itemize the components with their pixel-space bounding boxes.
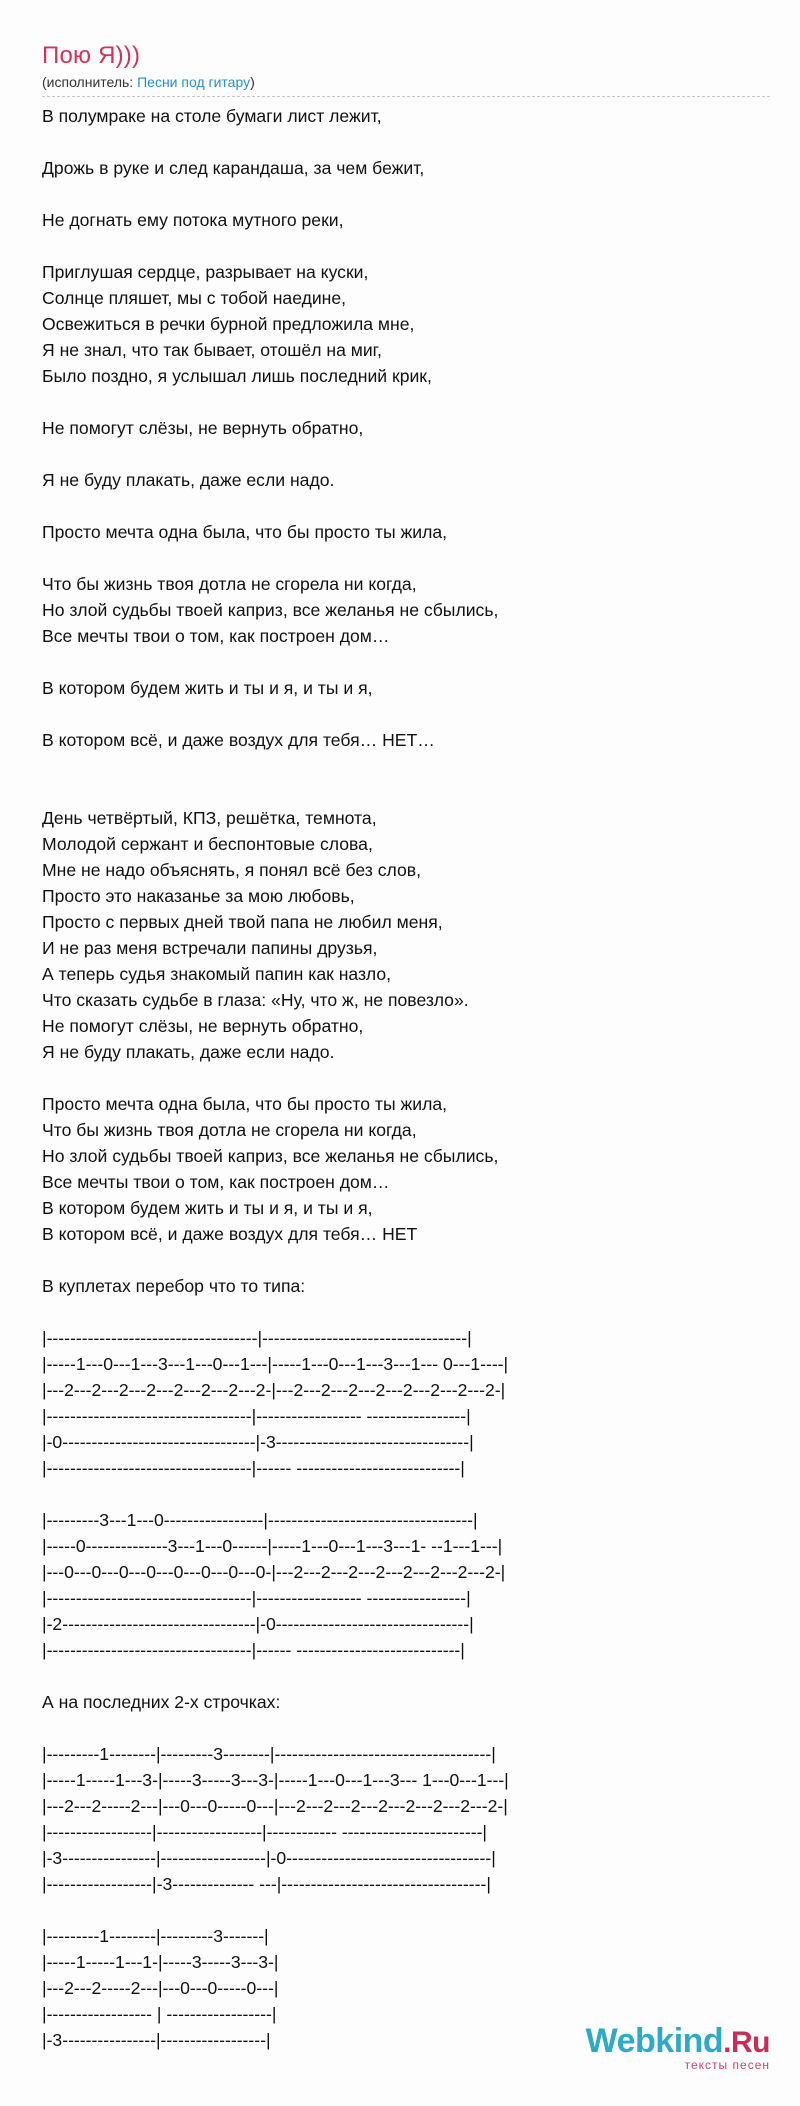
lyric-line: |-----1---0---1---3---1---0---1---|-----1---0---1---3---1--- 0---1----| [42, 1354, 509, 1374]
lyrics-text [42, 103, 782, 2053]
performer-line [42, 74, 255, 90]
logo-name: Webkind [585, 2022, 724, 2060]
lyric-line: Просто это наказанье за мою любовь, [42, 886, 355, 906]
lyric-line: |-----0--------------3---1---0------|-----1---0---1---3---1- --1---1---| [42, 1536, 503, 1556]
lyric-line: |-----------------------------------|------------------ -----------------| [42, 1588, 471, 1608]
lyric-line [42, 389, 782, 415]
lyric-line: В полумраке на столе бумаги лист лежит, [42, 106, 382, 126]
lyric-line: |---0---0---0---0---0---0---0---0-|---2---2---2---2---2---2---2---2-| [42, 1562, 506, 1582]
lyric-line: Приглушая сердце, разрывает на куски, [42, 262, 369, 282]
lyric-line: Что сказать судьбе в глаза: «Ну, что ж, не повезло». [42, 990, 469, 1010]
lyric-line [42, 181, 782, 207]
lyric-line: Освежиться в речки бурной предложила мне, [42, 314, 415, 334]
lyric-line: День четвёртый, КПЗ, решётка, темнота, [42, 808, 377, 828]
lyric-line [42, 1715, 782, 1741]
lyric-line: |-----1-----1---3-|-----3-----3---3-|-----1---0---1---3--- 1---0---1---| [42, 1770, 509, 1790]
site-logo[interactable] [586, 2024, 770, 2072]
logo-tld: .Ru [723, 2026, 770, 2059]
lyric-line: |------------------|-3-------------- ---|-----------------------------------| [42, 1874, 491, 1894]
lyric-line: Просто с первых дней твой папа не любил меня, [42, 912, 443, 932]
lyric-line [42, 545, 782, 571]
lyric-line: Не догнать ему потока мутного реки, [42, 210, 344, 230]
lyric-line: |-0---------------------------------|-3---------------------------------| [42, 1432, 474, 1452]
lyric-line: |-2---------------------------------|-0---------------------------------| [42, 1614, 474, 1634]
lyric-line: Не помогут слёзы, не вернуть обратно, [42, 418, 364, 438]
lyric-line: Все мечты твои о том, как построен дом… [42, 1172, 390, 1192]
lyric-line: В котором всё, и даже воздух для тебя… НЕТ [42, 1224, 418, 1244]
lyric-line: |-3----------------|------------------|-0-----------------------------------| [42, 1848, 496, 1868]
lyric-line: Я не буду плакать, даже если надо. [42, 1042, 335, 1062]
lyric-line [42, 1481, 782, 1507]
lyric-line: Но злой судьбы твоей каприз, все желанья не сбылись, [42, 600, 499, 620]
lyric-line: |---------1--------|---------3-------| [42, 1926, 269, 1946]
lyric-line: |-----------------------------------|------------------ -----------------| [42, 1406, 471, 1426]
lyric-line: Что бы жизнь твоя дотла не сгорела ни когда, [42, 574, 417, 594]
lyric-line: Что бы жизнь твоя дотла не сгорела ни когда, [42, 1120, 417, 1140]
lyric-line: |------------------ | ------------------| [42, 2004, 277, 2024]
lyric-line: А на последних 2-х строчках: [42, 1692, 281, 1712]
lyric-line: Молодой сержант и беспонтовые слова, [42, 834, 373, 854]
lyric-line [42, 1299, 782, 1325]
lyric-line [42, 753, 782, 779]
lyric-line: |---2---2---2---2---2---2---2---2-|---2---2---2---2---2---2---2---2-| [42, 1380, 506, 1400]
lyric-line [42, 493, 782, 519]
lyric-line: Мне не надо объяснять, я понял всё без слов, [42, 860, 421, 880]
lyric-line: |-----------------------------------|------ ----------------------------| [42, 1640, 465, 1660]
lyric-line [42, 1065, 782, 1091]
lyric-line: |-----1-----1---1-|-----3-----3---3-| [42, 1952, 279, 1972]
performer-link[interactable]: Песни под гитару [137, 74, 251, 90]
lyric-line: В котором будем жить и ты и я, и ты и я, [42, 678, 373, 698]
lyric-line: |---------1--------|---------3--------|-------------------------------------| [42, 1744, 496, 1764]
lyric-line: А теперь судья знакомый папин как назло, [42, 964, 392, 984]
lyric-line: |-3----------------|------------------| [42, 2030, 271, 2050]
lyric-line [42, 233, 782, 259]
lyric-line [42, 1663, 782, 1689]
header-divider [42, 96, 770, 97]
lyric-line: Просто мечта одна была, что бы просто ты жила, [42, 522, 448, 542]
lyric-line: |------------------|------------------|------------ ------------------------| [42, 1822, 488, 1842]
lyric-line [42, 1247, 782, 1273]
lyric-line [42, 129, 782, 155]
lyric-line: Я не знал, что так бывает, отошёл на миг, [42, 340, 382, 360]
lyric-line: |-----------------------------------|------ ----------------------------| [42, 1458, 465, 1478]
lyric-line [42, 701, 782, 727]
lyric-line: Все мечты твои о том, как построен дом… [42, 626, 390, 646]
lyric-line [42, 779, 782, 805]
song-title: Пою Я))) [42, 42, 141, 69]
performer-prefix: (исполнитель: [42, 74, 138, 90]
lyric-line: |---------3---1---0-----------------|-----------------------------------| [42, 1510, 478, 1530]
logo-tagline: тексты песен [684, 2058, 770, 2072]
performer-suffix: ) [250, 74, 255, 90]
lyric-line: Солнце пляшет, мы с тобой наедине, [42, 288, 347, 308]
lyric-line: Было поздно, я услышал лишь последний крик, [42, 366, 432, 386]
lyric-line: |---2---2-----2---|---0---0-----0---| [42, 1978, 279, 1998]
lyric-line: В котором будем жить и ты и я, и ты и я, [42, 1198, 373, 1218]
lyric-line: |------------------------------------|-----------------------------------| [42, 1328, 472, 1348]
lyric-line [42, 441, 782, 467]
lyric-line: И не раз меня встречали папины друзья, [42, 938, 378, 958]
lyric-line [42, 649, 782, 675]
lyric-line: Но злой судьбы твоей каприз, все желанья не сбылись, [42, 1146, 499, 1166]
lyric-line: Просто мечта одна была, что бы просто ты жила, [42, 1094, 448, 1114]
lyric-line: Я не буду плакать, даже если надо. [42, 470, 335, 490]
lyric-line: В котором всё, и даже воздух для тебя… НЕТ… [42, 730, 435, 750]
lyric-line: Не помогут слёзы, не вернуть обратно, [42, 1016, 364, 1036]
lyric-line: |---2---2-----2---|---0---0-----0---|---2---2---2---2---2---2---2---2-| [42, 1796, 508, 1816]
lyric-line [42, 1897, 782, 1923]
lyric-line: Дрожь в руке и след карандаша, за чем бежит, [42, 158, 425, 178]
lyric-line: В куплетах перебор что то типа: [42, 1276, 306, 1296]
logo-wordmark [586, 2024, 770, 2060]
